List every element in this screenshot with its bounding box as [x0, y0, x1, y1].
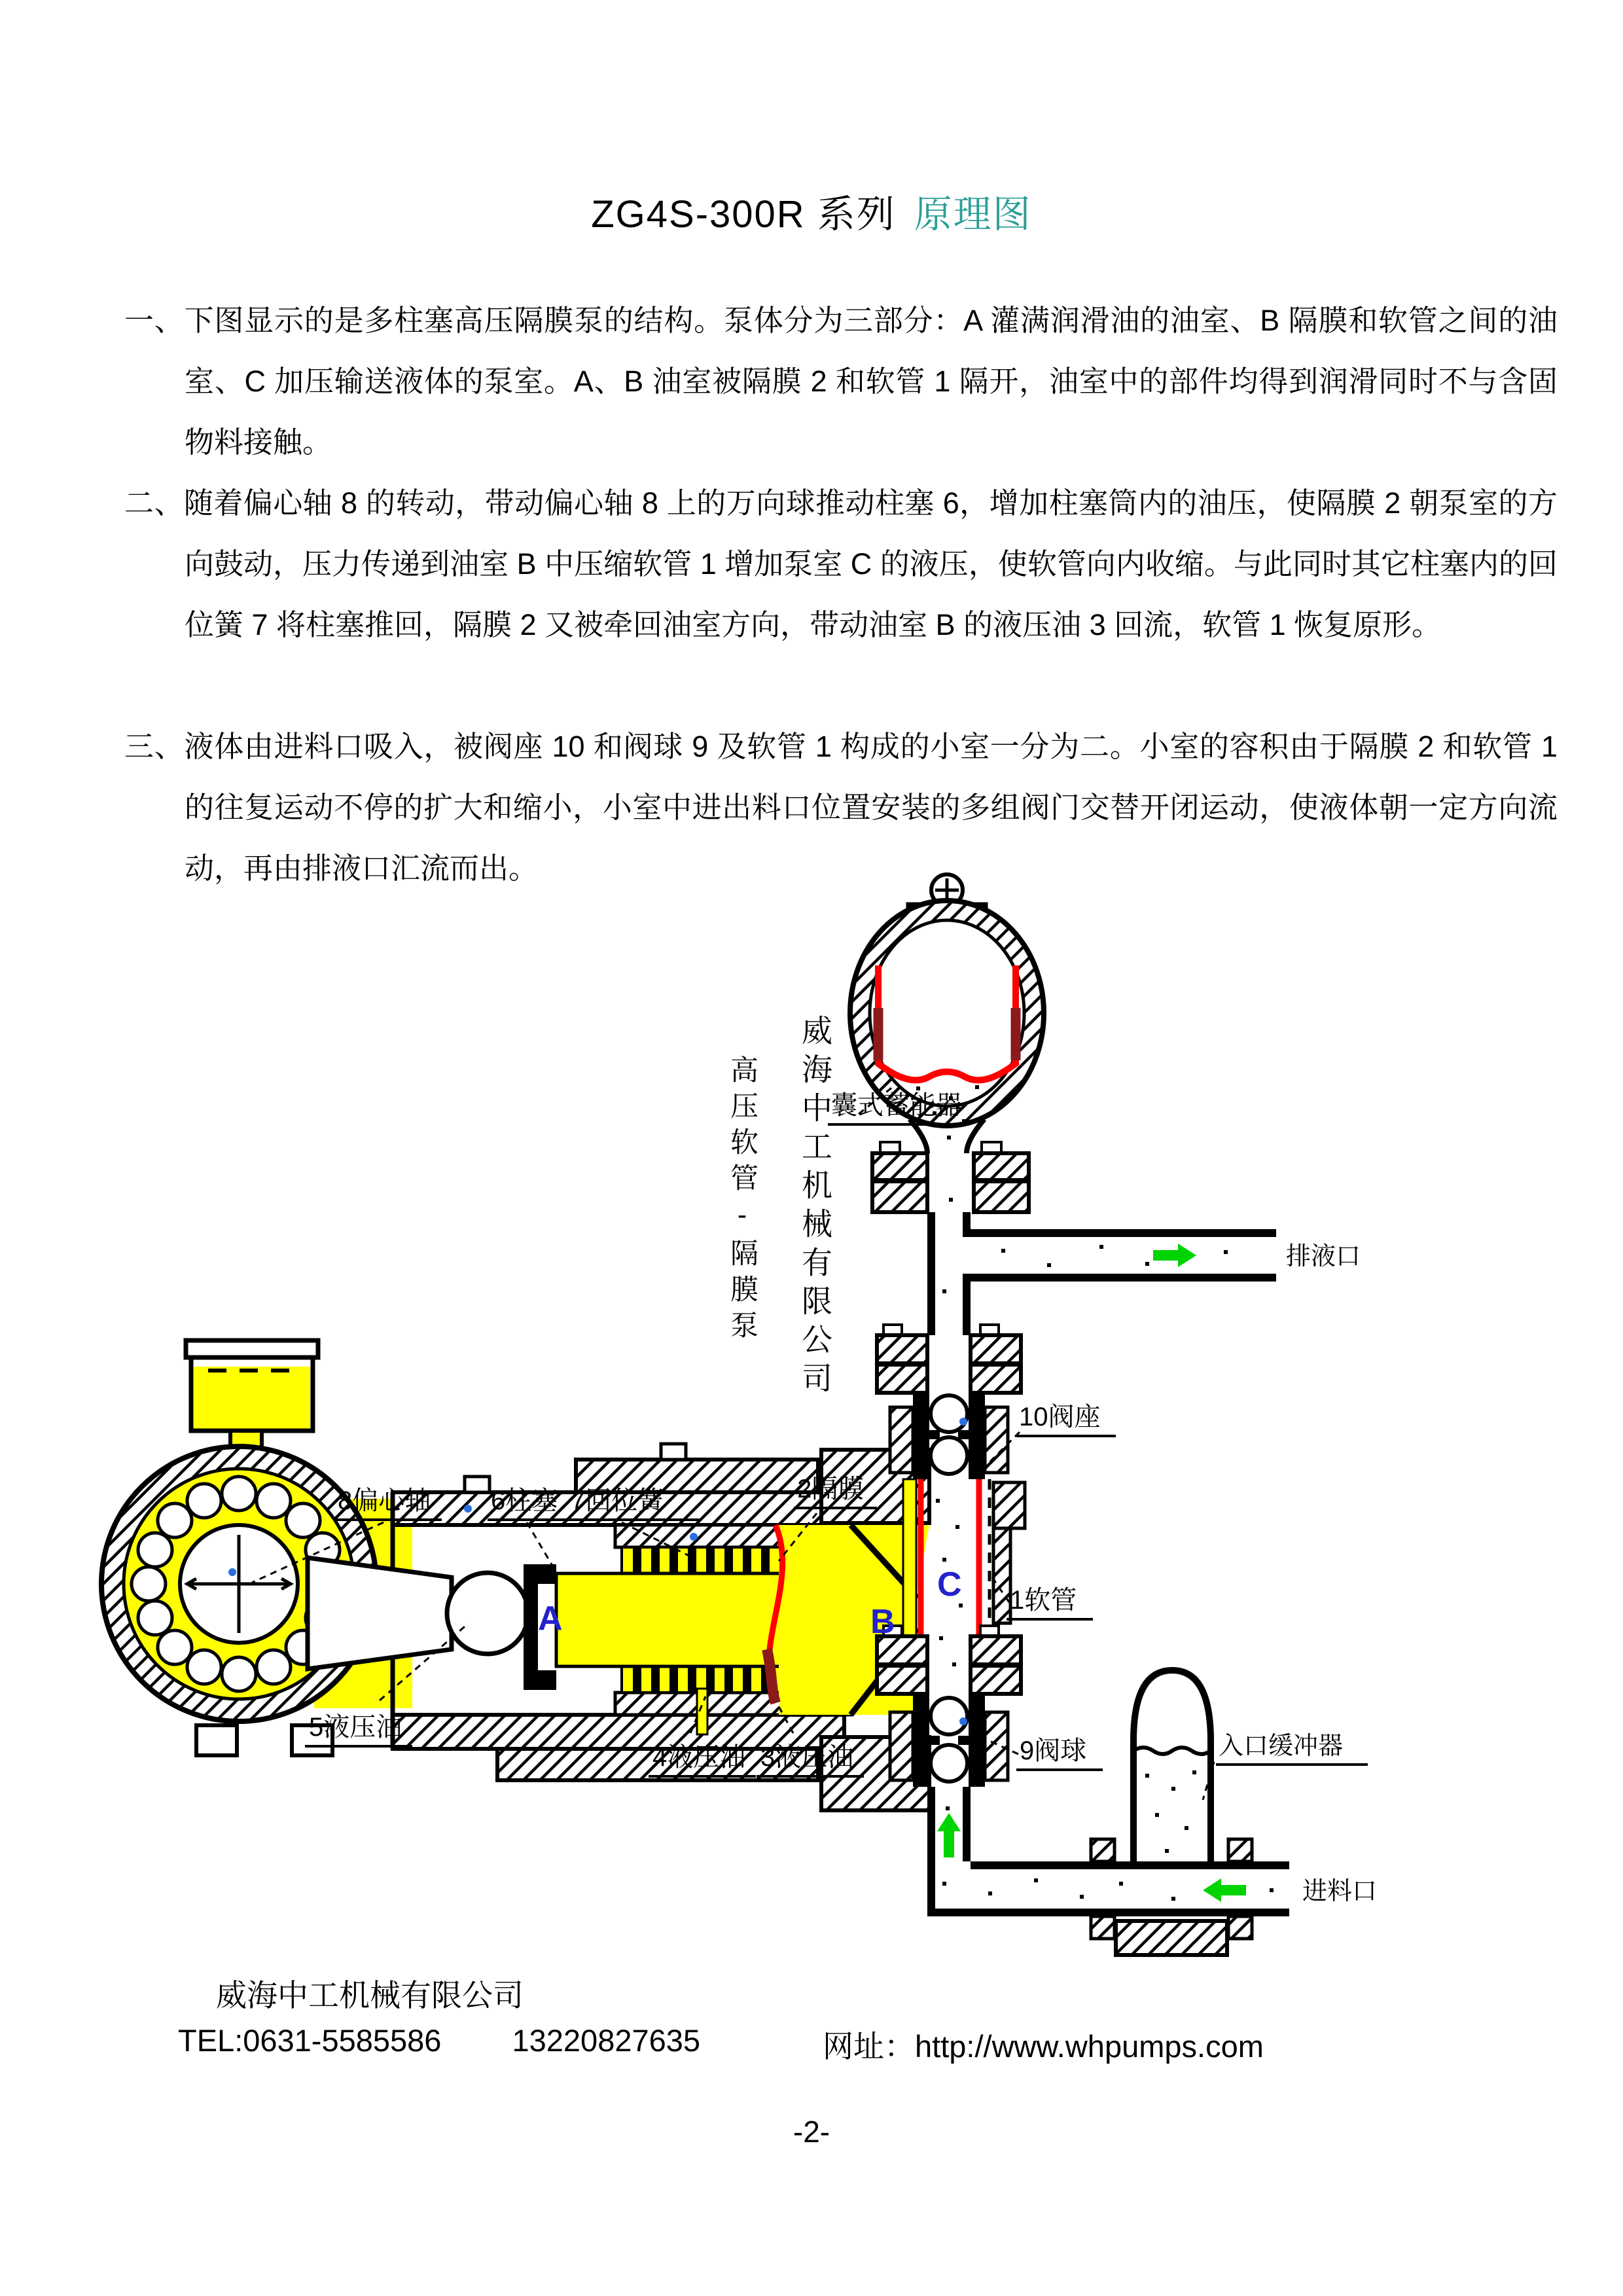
- connecting-rod: [308, 1558, 452, 1669]
- paragraph-flow: 三、液体由进料口吸入，被阀座 10 和阀球 9 及软管 1 构成的小室一分为二。小室的容积由于隔膜 2 和软管 1 的往复运动不停的扩大和缩小，小室中进出料口位置安装的多组阀门交替开闭运动，使液体朝一定方向流动，再由排液口汇流而出。: [124, 730, 1558, 885]
- label-part3: 3液压油: [760, 1743, 854, 1772]
- upper-valve-assembly: [877, 1325, 1021, 1479]
- label-part8: 8偏心轴: [338, 1486, 431, 1515]
- label-part9: 9阀球: [1020, 1736, 1087, 1765]
- diagram-vertical-product-text: 高压软管-隔膜泵: [726, 1055, 758, 1346]
- label-part6: 6柱塞: [491, 1486, 558, 1515]
- valve-ball-upper-1: [931, 1395, 967, 1432]
- diagram-vertical-company-text: 威海中工机械有限公司: [798, 1014, 832, 1401]
- footer-tel: TEL:0631-5585586: [178, 2023, 442, 2058]
- label-part10: 10阀座: [1019, 1403, 1101, 1431]
- footer-company-name: 威海中工机械有限公司: [216, 1978, 524, 2013]
- valve-ball-lower-2: [931, 1745, 967, 1782]
- page-title: [0, 183, 1623, 238]
- footer-mobile: 13220827635: [512, 2023, 701, 2058]
- valve-ball-lower-1: [931, 1698, 967, 1734]
- flow-arrow-outlet: [1153, 1244, 1196, 1267]
- label-part4: 4液压油: [652, 1743, 746, 1772]
- label-accumulator: 囊式蓄能器: [831, 1091, 962, 1120]
- footer-website: 网址：http://www.whpumps.com: [823, 2029, 1264, 2064]
- label-inlet-buffer: 入口缓冲器: [1219, 1732, 1344, 1760]
- label-part7: 7回位簧: [571, 1486, 664, 1515]
- label-part2: 2隔膜: [797, 1475, 865, 1503]
- footer-contact-line: [178, 2022, 1487, 2064]
- label-chamber-b: B: [870, 1603, 895, 1641]
- label-part5: 5液压油: [309, 1713, 402, 1742]
- title-model: ZG4S-300R 系列: [591, 193, 896, 236]
- inlet-pipe-elbow: [927, 1787, 1289, 1939]
- universal-ball: [447, 1573, 528, 1654]
- title-accent: 原理图: [914, 193, 1032, 236]
- flow-arrow-inlet: [1203, 1878, 1246, 1902]
- label-chamber-c: C: [937, 1566, 962, 1604]
- label-part1: 1软管: [1010, 1586, 1077, 1615]
- flow-arrow-up: [937, 1813, 961, 1857]
- page-number: -2-: [793, 2115, 830, 2149]
- label-outlet-port: 排液口: [1286, 1243, 1361, 1270]
- outlet-pipe-bottom: [971, 1274, 1276, 1282]
- outlet-pipe-top: [971, 1229, 1276, 1237]
- tank-pedestal: [1116, 1921, 1227, 1955]
- label-chamber-a: A: [538, 1600, 563, 1638]
- paragraph-structure: 一、下图显示的是多柱塞高压隔膜泵的结构。泵体分为三部分：A 灌满润滑油的油室、B 隔膜和软管之间的油室、C 加压输送液体的泵室。A、B 油室被隔膜 2 和软管 1 隔开，油室中的部件均得到润滑同时不与含固物料接触。: [124, 304, 1558, 459]
- label-inlet-port: 进料口: [1302, 1878, 1378, 1905]
- outlet-tee: [927, 1198, 1276, 1335]
- paragraph-operation: 二、随着偏心轴 8 的转动，带动偏心轴 8 上的万向球推动柱塞 6，增加柱塞筒内的油压，使隔膜 2 朝泵室的方向鼓动，压力传递到油室 B 中压缩软管 1 增加泵室 C 的液压，使软管向内收缩。与此同时其它柱塞内的回位簧 7 将柱塞推回，隔膜 2 又被牵回油室方向，带动油室 B 的液压油 3 回流，软管 1 恢复原形。: [124, 486, 1558, 641]
- valve-ball-upper-2: [931, 1437, 967, 1474]
